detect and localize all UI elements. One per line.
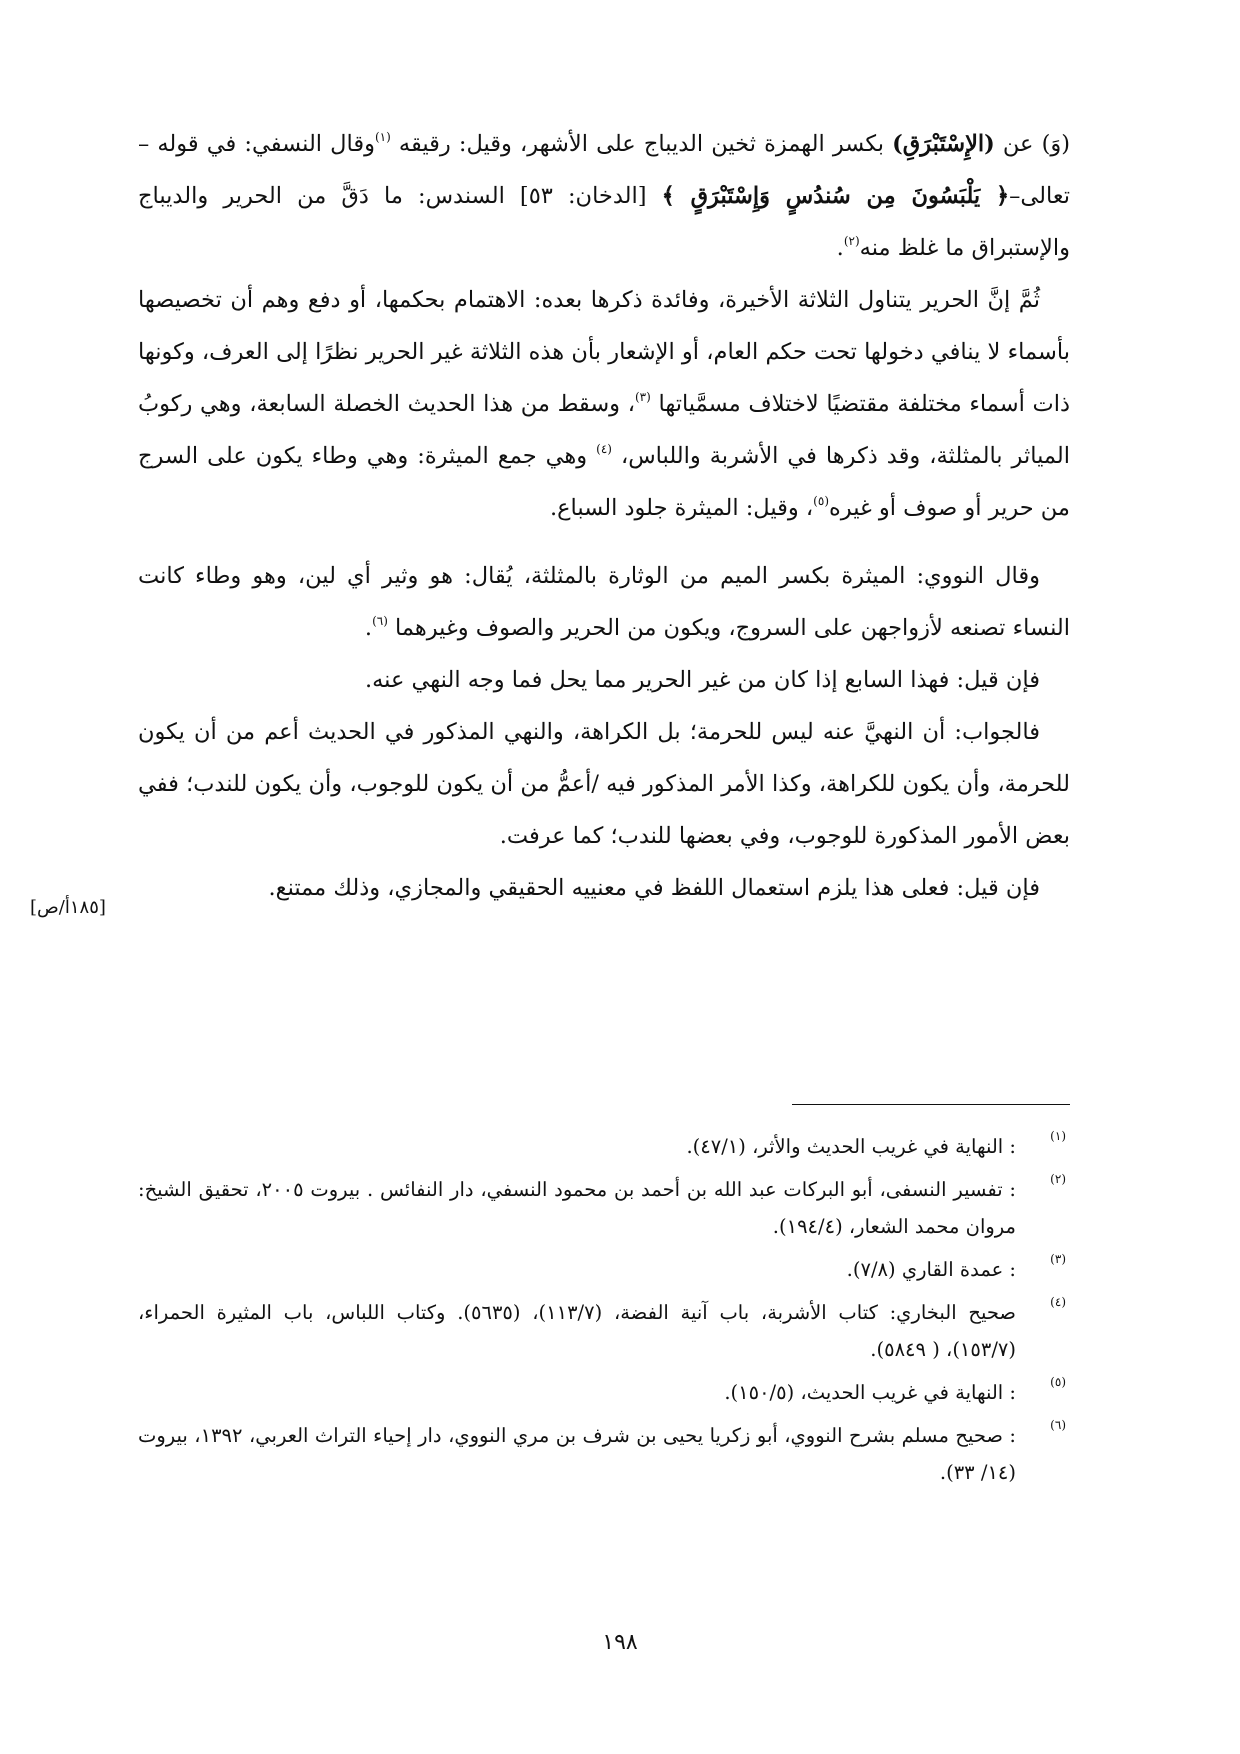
footnote-text: : صحيح مسلم بشرح النووي، أبو زكريا يحيى بن شرف بن مري النووي، دار إحياء التراث العربي، ١٣٩٢، بيروت (١٤/ ٣٣). [138,1424,1016,1484]
text-span: وهي جمع الميثرة: وهي وطاء يكون على السرج من حرير أو صوف أو غيره [138,443,1070,521]
text-span: بكسر الهمزة ثخين الديباج على الأشهر، وقيل: رقيقه [390,131,893,157]
footnote-text: : النهاية في غريب الحديث والأثر، (٤٧/١). [686,1135,1016,1158]
paragraph-2 [138,274,1070,534]
footnote-6 [138,1417,1070,1491]
footnote-ref-6[interactable]: (٦) [372,614,388,628]
manuscript-folio-note: [١٨٥أ/ص] [30,897,106,918]
footnote-number: (٥) [1050,1375,1066,1389]
text-span: [الدخان: ٥٣] السندس: ما دَقَّ من الحرير والديباج والإستبراق ما غلظ منه [138,183,1070,261]
text-span: ، وسقط من هذا الحديث الخصلة السابعة، وهي ركوبُ المياثر بالمثلثة، وقد ذكرها في الأشربة واللباس، [138,391,1070,469]
footnote-number: (١) [1050,1129,1066,1143]
paragraph-3 [138,550,1070,654]
text-span: . [364,615,373,641]
footnotes [138,1128,1070,1497]
footnote-1 [138,1128,1070,1165]
term-istabraq: (الإِسْتَبْرَقِ) [892,131,995,157]
footnote-number: (٤) [1050,1295,1066,1309]
text-span: (وَ) عن [994,131,1071,157]
page-number: ١٩٨ [602,1630,638,1655]
paragraph-4: فإن قيل: فهذا السابع إذا كان من غير الحرير مما يحل فما وجه النهي عنه. [364,667,1040,693]
quran-verse: ﴿ يَلْبَسُونَ مِن سُندُسٍ وَإِسْتَبْرَقٍ ﴾ [661,183,1010,209]
footnote-4 [138,1294,1070,1368]
text-span: . [836,235,844,261]
paragraph-1 [138,118,1070,274]
text-span: وقال النسفي: في قوله –تعالى– [138,131,1070,209]
footnote-ref-4[interactable]: (٤) [596,442,612,456]
footnote-text: : النهاية في غريب الحديث، (١٥٠/٥). [724,1381,1016,1404]
footnote-ref-3[interactable]: (٣) [634,390,651,404]
footnote-5 [138,1374,1070,1411]
paragraph-6: فإن قيل: فعلى هذا يلزم استعمال اللفظ في معنييه الحقيقي والمجازي، وذلك ممتنع. [268,875,1040,901]
text-span: ، وقيل: الميثرة جلود السباع. [549,495,814,521]
footnote-number: (٢) [1050,1172,1066,1186]
paragraph-5: فالجواب: أن النهيَّ عنه ليس للحرمة؛ بل الكراهة، والنهي المذكور في الحديث أعم من أن يكون للحرمة، وأن يكون للكراهة، وكذا الأمر المذكور فيه /أعمُّ من أن يكون للوجوب، وأن يكون للندب؛ ففي بعض الأمور المذكورة للوجوب، وفي بعضها للندب؛ كما عرفت. [138,719,1070,849]
footnote-number: (٣) [1050,1252,1066,1266]
footnote-ref-2[interactable]: (٢) [843,234,860,248]
footnote-2 [138,1171,1070,1245]
footnote-text: : تفسير النسفى، أبو البركات عبد الله بن أحمد بن محمود النسفي، دار النفائس . بيروت ٢٠٠٥، تحقيق الشيخ: مروان محمد الشعار، (١٩٤/٤). [138,1178,1016,1238]
footnote-ref-5[interactable]: (٥) [813,494,829,508]
footnote-text: : عمدة القاري (٧/٨). [846,1258,1016,1281]
footnote-ref-1[interactable]: (١) [374,130,391,144]
text-span: وقال النووي: الميثرة بكسر الميم من الوثارة بالمثلثة، يُقال: هو وثير أي لين، وهو وطاء كانت النساء تصنعه لأزواجهن على السروج، ويكون من الحرير والصوف وغيرهما [138,563,1070,641]
footnote-number: (٦) [1050,1418,1066,1432]
footnote-text: صحيح البخاري: كتاب الأشربة، باب آنية الفضة، (١١٣/٧)، (٥٦٣٥). وكتاب اللباس، باب المثيرة الحمراء، (١٥٣/٧)، ( ٥٨٤٩). [138,1301,1016,1361]
footnote-separator [792,1104,1070,1105]
text-span: ثُمَّ إنَّ الحرير يتناول الثلاثة الأخيرة، وفائدة ذكرها بعده: الاهتمام بحكمها، أو دفع وهم أن تخصيصها بأسماء لا ينافي دخولها تحت حكم العام، أو الإشعار بأن هذه الثلاثة غير الحرير نظرًا إلى العرف، وكونها ذات أسماء مختلفة مقتضيًا لاختلاف مسمَّياتها [138,287,1070,417]
footnote-3 [138,1251,1070,1288]
main-text [138,118,1070,914]
